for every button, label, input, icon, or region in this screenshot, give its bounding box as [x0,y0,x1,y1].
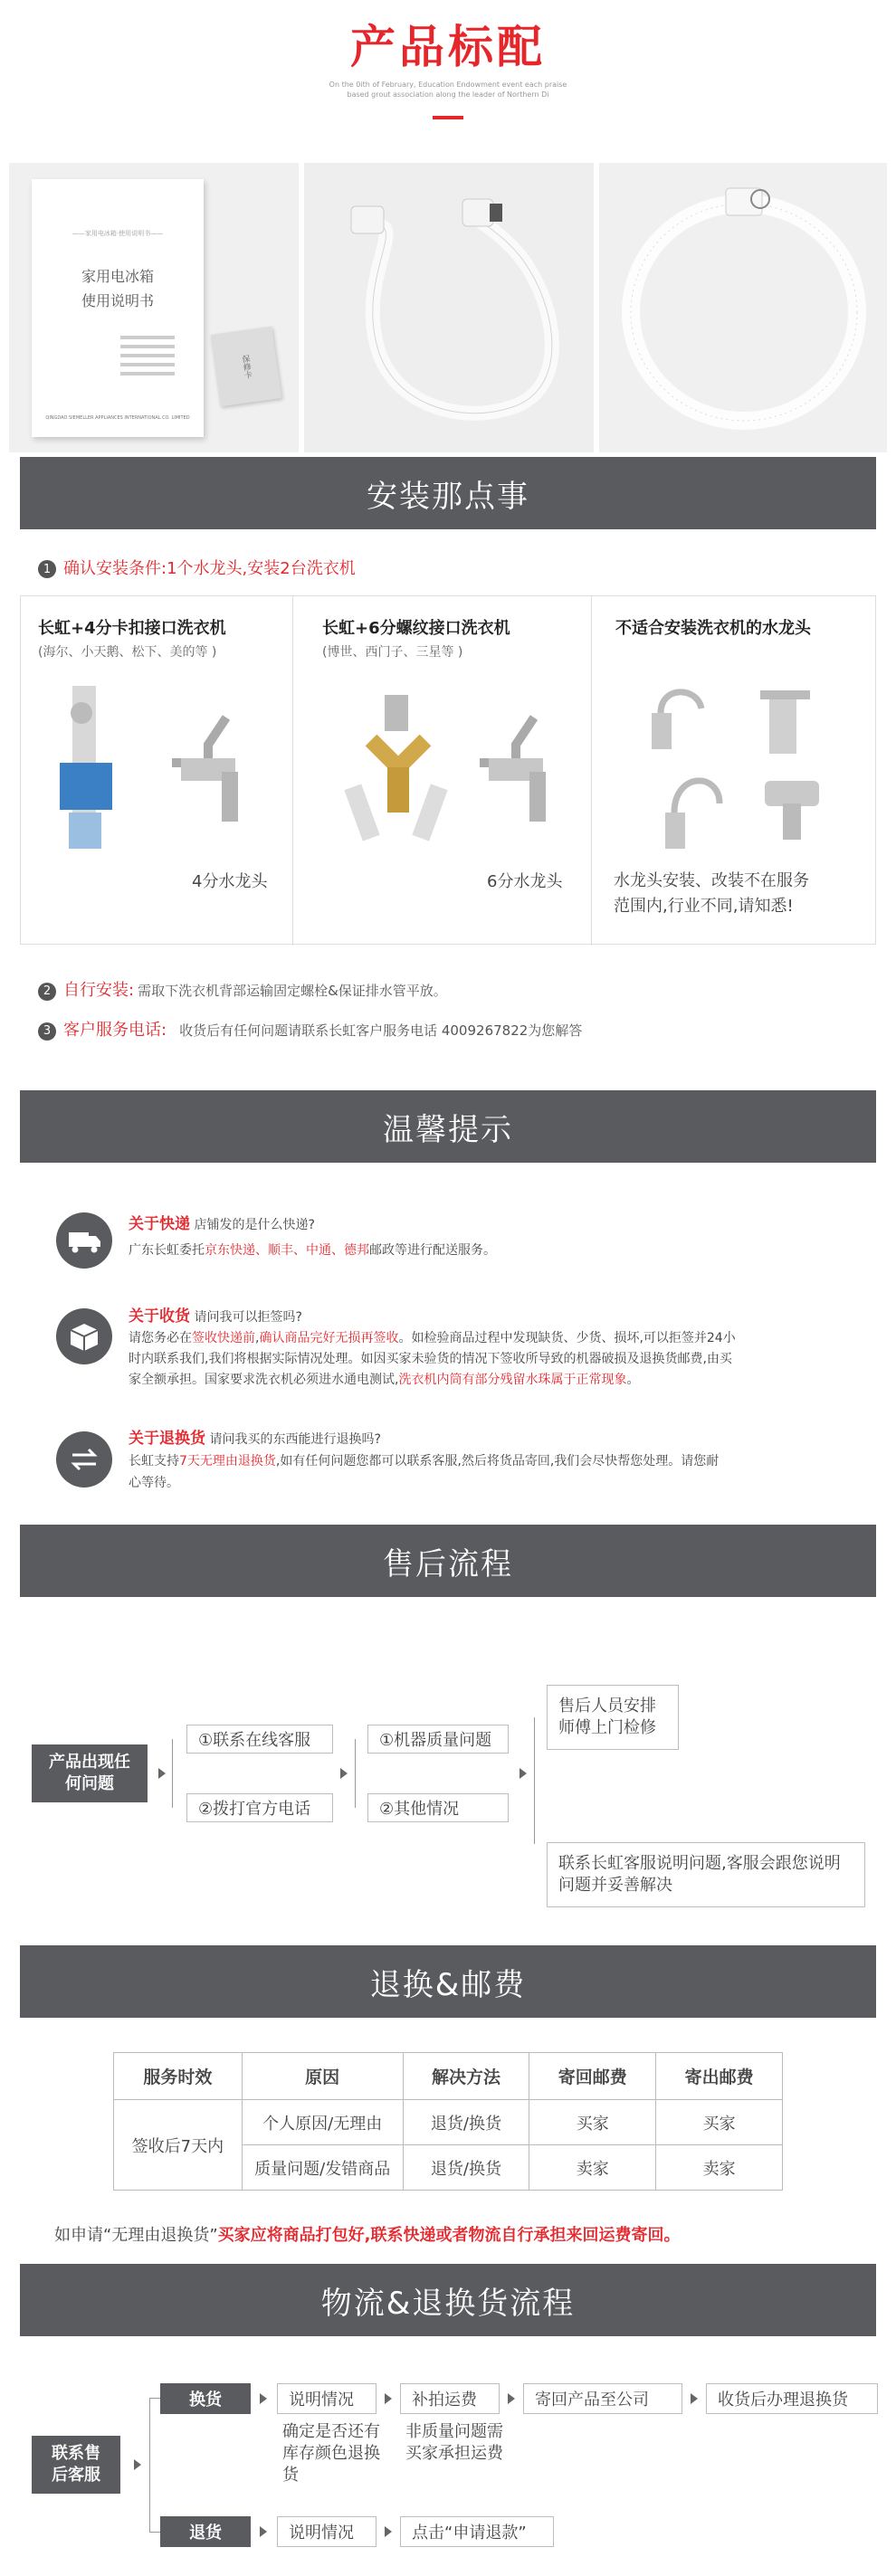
aftersale-banner: 售后流程 [20,1525,876,1597]
tip-text: 心等待。 [129,1476,179,1490]
table-header-row [114,2053,783,2100]
tip-delivery [129,1211,496,1259]
exchange-step3: 寄回产品至公司 [523,2383,682,2414]
subtitle-line: On the 0ith of February, Education Endowment event each praise [329,81,567,89]
cond-label: 确认安装条件: [63,559,167,578]
col2-sub: (博世、西门子、三星等 ) [322,645,463,660]
tip-question: 店铺发的是什么快递? [194,1218,315,1232]
install-step3 [38,1017,582,1041]
tips-banner: 温馨提示 [20,1090,876,1163]
col3-caption-line: 范围内,行业不同,请知悉! [614,897,794,916]
step-number-2: 2 [38,983,56,1001]
faucet-6-image [335,677,579,849]
cond-text: 1个水龙头,安装2台洗衣机 [167,559,356,578]
table-header: 原因 [242,2053,403,2100]
manual-line: ——家用电冰箱·使用说明书—— [71,230,164,237]
step3-label: 客户服务电话: [63,1021,167,1040]
tip-title: 关于退换货 [129,1430,205,1448]
table-header: 寄回邮费 [529,2053,656,2100]
step-number-3: 3 [38,1022,56,1041]
returns-banner: 退换&邮费 [20,1945,876,2018]
exchange-step4: 收货后办理退换货 [706,2383,878,2414]
step3-text: 收货后有任何问题请联系长虹客户服务电话 4009267822为您解答 [179,1022,583,1039]
tip-receipt [129,1307,862,1391]
unsuitable-faucets-image [634,659,860,849]
manual-title: 使用说明书 [81,292,154,309]
tip-text: 广东长虹委托 [129,1243,205,1258]
col1-sub: (海尔、小天鹅、松下、美的等 ) [38,645,217,660]
box-icon [56,1308,112,1364]
install-banner: 安装那点事 [20,457,876,529]
refund-step1: 说明情况 [277,2516,377,2547]
flow-type2: ②其他情况 [367,1793,509,1822]
tip-text-red: 7天无理由退换货 [179,1454,276,1469]
manual-bullets [120,336,204,375]
table-header: 服务时效 [114,2053,243,2100]
exchange-step1-note: 确定是否还有库存颜色退换货 [282,2422,380,2485]
table-cell: 卖家 [656,2145,783,2191]
tip-text: ,如有任何问题您都可以联系客服,然后将货品寄回,我们会尽快帮您处理。请您耐 [275,1454,720,1469]
flow-opt1: ①联系在线客服 [186,1725,333,1754]
table-cell: 个人原因/无理由 [242,2100,403,2145]
photo-manual [9,163,299,452]
tip-returns [129,1428,862,1494]
flow-arrow [385,2393,392,2404]
tip-question: 请问我可以拒签吗? [194,1310,302,1325]
table-cell: 退货/换货 [403,2100,529,2145]
exchange-label: 换货 [160,2383,251,2414]
flow-arrow [134,2459,141,2470]
table-cell: 退货/换货 [403,2145,529,2191]
tip-text: 请您务必在 [129,1331,192,1345]
tip-text: 长虹支持 [129,1454,179,1469]
flow-start: 产品出现任何问题 [32,1744,148,1802]
col3-caption [614,869,809,919]
manual-booklet [32,179,204,437]
tip-text: 邮政等进行配送服务。 [369,1243,496,1258]
col1-caption: 4分水龙头 [192,872,268,891]
returns-note [54,2222,681,2246]
table-cell: 买家 [529,2100,656,2145]
returns-table [113,2052,783,2191]
warranty-card [211,327,281,407]
manual-footer: QINGDAO SIEMELLER APPLIANCES INTERNATIONAL CO. LIMITED [45,415,190,421]
manual-title: 家用电冰箱 [81,268,154,285]
note-text: 如申请“无理由退换货” [54,2226,218,2245]
flow-arrow [691,2393,698,2404]
tip-title: 关于快递 [129,1215,190,1233]
tip-text: 。如检验商品过程中发现缺货、少货、损坏,可以拒签并24小 [398,1331,736,1345]
tip-question: 请问我买的东西能进行退换吗? [209,1432,381,1447]
flow-arrow [260,2526,267,2537]
step2-text: 需取下洗衣机背部运输固定螺栓&保证排水管平放。 [138,983,447,999]
col3-title: 不适合安装洗衣机的水龙头 [615,619,811,638]
refund-step2: 点击“申请退款” [400,2516,554,2547]
flow-arrow [519,1768,527,1779]
table-header: 解决方法 [403,2053,529,2100]
photo-drain-hose [599,163,887,452]
tip-text: , [255,1331,260,1345]
note-text-red: 买家应将商品打包好,联系快递或者物流自行承担来回运费寄回。 [217,2226,681,2245]
flow-arrow [158,1768,166,1779]
exchange-step2-note: 非质量问题需买家承担运费 [405,2422,503,2463]
inlet-hose-image [304,163,594,452]
flow-arrow [385,2526,392,2537]
step-number-1: 1 [38,560,56,578]
install-condition [38,556,356,579]
subtitle-line: based grout association along the leader of Northern Di [347,90,549,99]
flow-type1: ①机器质量问题 [367,1725,509,1754]
page-subtitle [0,80,896,100]
table-cell: 卖家 [529,2145,656,2191]
tip-text-red: 确认商品完好无损再签收 [259,1331,399,1345]
table-cell: 签收后7天内 [114,2100,243,2191]
card-text: 保修卡 [239,354,253,380]
photo-inlet-hose [304,163,594,452]
truck-icon [56,1212,112,1269]
logistics-banner: 物流&退换货流程 [20,2264,876,2336]
flow-arrow [508,2393,515,2404]
flow-arrow [340,1768,348,1779]
step2-label: 自行安装: [63,981,135,1000]
exchange-step1: 说明情况 [277,2383,377,2414]
title-underline [433,116,463,119]
flow-res2: 联系长虹客服说明问题,客服会跟您说明问题并妥善解决 [547,1842,865,1907]
col1-title: 长虹+4分卡扣接口洗衣机 [38,619,226,638]
col2-title: 长虹+6分螺纹接口洗衣机 [322,619,510,638]
col2-caption: 6分水龙头 [487,872,563,891]
table-cell: 买家 [656,2100,783,2145]
table-row [114,2100,783,2145]
tip-text: 家全额承担。国家要求洗衣机必须进水通电测试, [129,1373,399,1387]
flow-opt2: ②拨打官方电话 [186,1793,333,1822]
logistics-start: 联系售后客服 [32,2436,120,2494]
page-title: 产品标配 [350,21,546,73]
table-cell: 质量问题/发错商品 [242,2145,403,2191]
tip-text: 。 [626,1373,640,1387]
faucet-4-image [36,677,281,849]
tip-title: 关于收货 [129,1307,190,1326]
tip-text-red: 签收快递前 [192,1331,255,1345]
tip-text-red: 洗衣机内筒有部分残留水珠属于正常现象 [398,1373,627,1387]
exchange-icon [56,1431,112,1488]
install-step2 [38,977,447,1001]
flow-arrow [260,2393,267,2404]
exchange-step2: 补拍运费 [400,2383,500,2414]
table-header: 寄出邮费 [656,2053,783,2100]
col3-caption-line: 水龙头安装、改装不在服务 [614,871,809,890]
tip-text: 时内联系我们,我们将根据实际情况处理。如因买家未验货的情况下签收所导致的机器破损及退换货邮费,由买 [129,1352,732,1366]
drain-hose-image [599,163,887,452]
flow-res1: 售后人员安排师傅上门检修 [547,1685,679,1750]
refund-label: 退货 [160,2516,251,2547]
tip-text-red: 京东快递、顺丰、中通、德邦 [205,1243,369,1258]
